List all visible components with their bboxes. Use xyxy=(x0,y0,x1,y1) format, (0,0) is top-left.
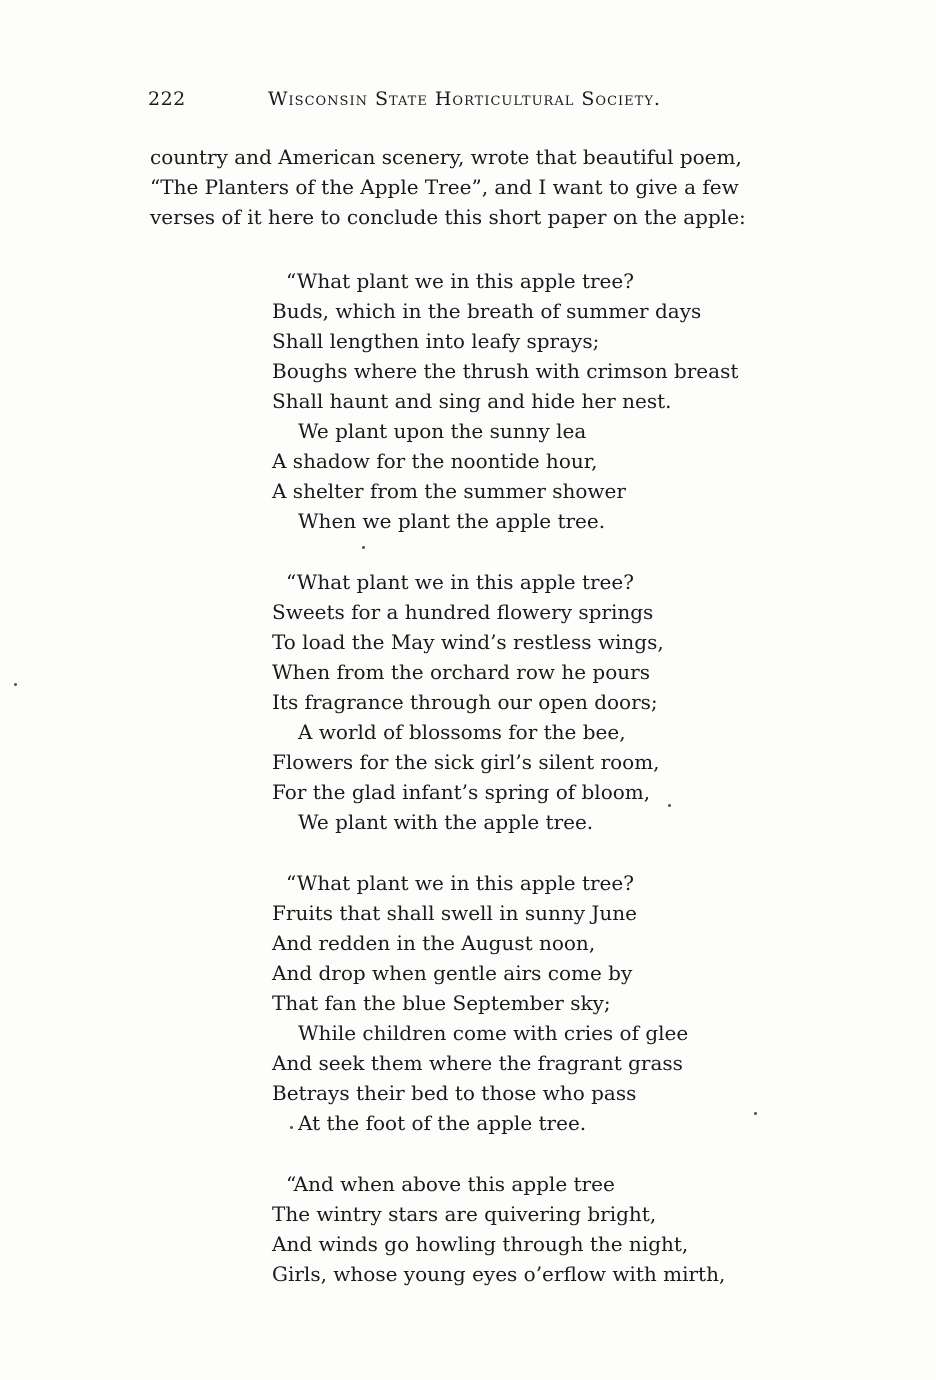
poem-line: And winds go howling through the night, xyxy=(272,1232,689,1256)
poem-line: Sweets for a hundred flowery springs xyxy=(272,600,654,624)
page-header xyxy=(148,88,728,116)
poem-line: “What plant we in this apple tree? xyxy=(286,269,634,293)
poem-line: “What plant we in this apple tree? xyxy=(286,871,634,895)
poem-line: We plant upon the sunny lea xyxy=(298,419,587,443)
poem-line: “And when above this apple tree xyxy=(286,1172,615,1196)
poem-line: For the glad infant’s spring of bloom, xyxy=(272,780,651,804)
poem-line: “What plant we in this apple tree? xyxy=(286,570,634,594)
poem-stanza xyxy=(272,266,852,536)
scan-speck xyxy=(290,1126,293,1129)
intro-paragraph xyxy=(150,142,850,232)
poem-line: Its fragrance through our open doors; xyxy=(272,690,658,714)
poem-line: A world of blossoms for the bee, xyxy=(298,720,626,744)
scan-speck xyxy=(754,1112,757,1115)
poem-line: Buds, which in the breath of summer days xyxy=(272,299,702,323)
poem-line: Girls, whose young eyes o’erflow with mirth, xyxy=(272,1262,726,1286)
poem-stanza xyxy=(272,1169,852,1289)
scan-speck xyxy=(668,804,671,807)
prose-line: verses of it here to conclude this short paper on the apple: xyxy=(150,205,746,229)
poem-line: When from the orchard row he pours xyxy=(272,660,650,684)
poem-line: While children come with cries of glee xyxy=(298,1021,689,1045)
poem-line: A shadow for the noontide hour, xyxy=(272,449,598,473)
poem-line: The wintry stars are quivering bright, xyxy=(272,1202,657,1226)
poem-line: Betrays their bed to those who pass xyxy=(272,1081,637,1105)
poem-line: And drop when gentle airs come by xyxy=(272,961,633,985)
poem-line: At the foot of the apple tree. xyxy=(298,1111,587,1135)
poem-line: When we plant the apple tree. xyxy=(298,509,606,533)
poem-line: Shall lengthen into leafy sprays; xyxy=(272,329,600,353)
poem-line: Flowers for the sick girl’s silent room, xyxy=(272,750,660,774)
poem xyxy=(272,266,852,1320)
running-head: Wisconsin State Horticultural Society. xyxy=(268,88,661,110)
poem-line: That fan the blue September sky; xyxy=(272,991,611,1015)
poem-stanza xyxy=(272,868,852,1138)
poem-line: Fruits that shall swell in sunny June xyxy=(272,901,638,925)
scan-speck xyxy=(362,546,365,549)
poem-line: We plant with the apple tree. xyxy=(298,810,594,834)
prose-line: “The Planters of the Apple Tree”, and I want to give a few xyxy=(150,175,739,199)
poem-line: Shall haunt and sing and hide her nest. xyxy=(272,389,672,413)
poem-line: To load the May wind’s restless wings, xyxy=(272,630,664,654)
prose-line: country and American scenery, wrote that beautiful poem, xyxy=(150,145,742,169)
poem-line: Boughs where the thrush with crimson breast xyxy=(272,359,739,383)
poem-line: A shelter from the summer shower xyxy=(272,479,626,503)
poem-stanza xyxy=(272,567,852,837)
poem-line: And redden in the August noon, xyxy=(272,931,596,955)
page-number: 222 xyxy=(148,88,186,110)
scan-speck xyxy=(14,683,17,686)
poem-line: And seek them where the fragrant grass xyxy=(272,1051,683,1075)
